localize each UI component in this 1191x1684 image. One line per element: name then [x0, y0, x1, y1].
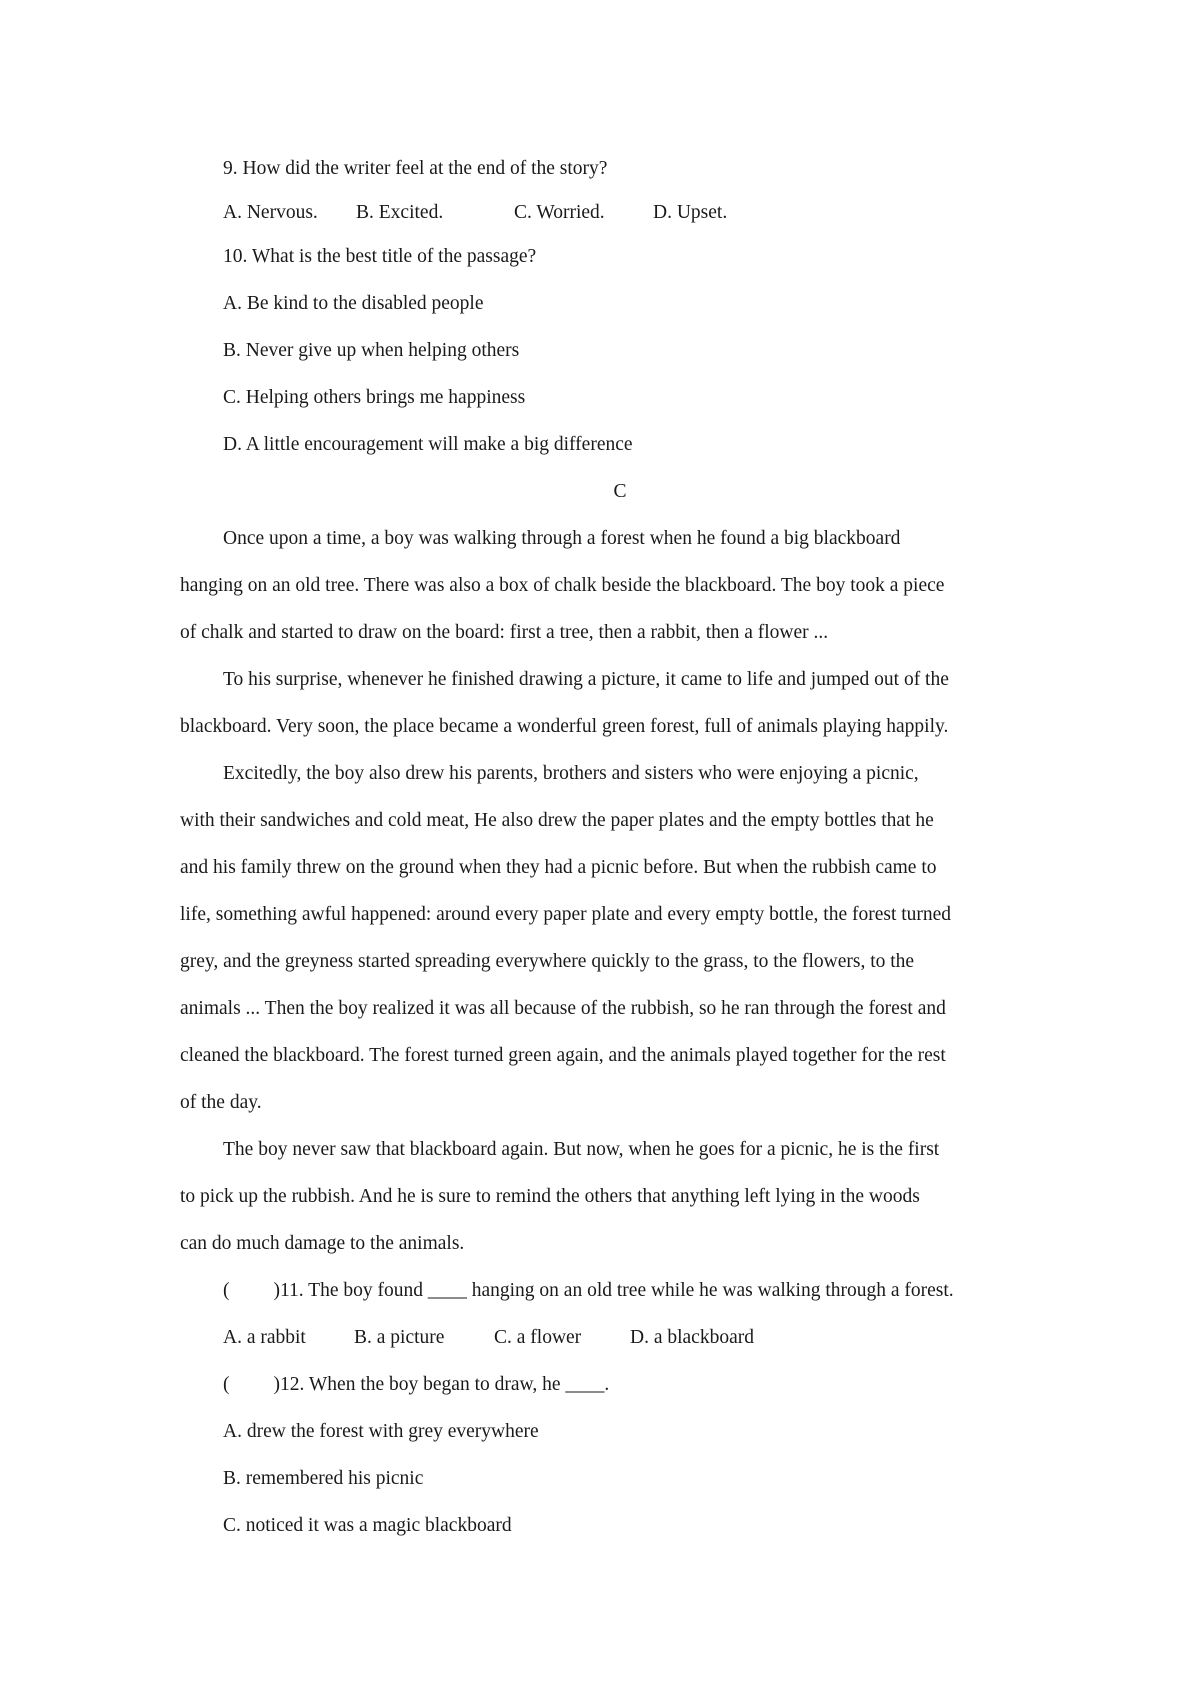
passage-line: of chalk and started to draw on the board: first a tree, then a rabbit, then a flower ...: [180, 622, 829, 643]
answer-bracket-open: (: [223, 1374, 230, 1395]
passage-line: Once upon a time, a boy was walking through a forest when he found a big blackboard: [223, 528, 901, 549]
option-d: D. a blackboard: [630, 1327, 754, 1348]
option-c: C. Worried.: [514, 202, 605, 223]
question-9-options: [223, 201, 727, 225]
question-10-option-d: D. A little encouragement will make a big difference: [223, 434, 633, 455]
question-12-text: )12. When the boy began to draw, he ____.: [273, 1374, 610, 1395]
passage-line: blackboard. Very soon, the place became a wonderful green forest, full of animals playing happily.: [180, 716, 949, 737]
question-12-option-c: C. noticed it was a magic blackboard: [223, 1515, 512, 1536]
passage-line: To his surprise, whenever he finished drawing a picture, it came to life and jumped out of the: [223, 669, 949, 690]
option-b: B. a picture: [354, 1327, 445, 1348]
passage-line: and his family threw on the ground when they had a picnic before. But when the rubbish came to: [180, 857, 937, 878]
question-10-option-c: C. Helping others brings me happiness: [223, 387, 526, 408]
passage-line: cleaned the blackboard. The forest turned green again, and the animals played together for the rest: [180, 1045, 946, 1066]
passage-line: Excitedly, the boy also drew his parents, brothers and sisters who were enjoying a picnic,: [223, 763, 919, 784]
question-10-option-a: A. Be kind to the disabled people: [223, 293, 484, 314]
question-11-text: )11. The boy found ____ hanging on an old tree while he was walking through a forest.: [273, 1280, 954, 1301]
passage-line: grey, and the greyness started spreading everywhere quickly to the grass, to the flowers, to the: [180, 951, 915, 972]
passage-line: of the day.: [180, 1092, 262, 1113]
section-label: C: [613, 481, 627, 502]
option-d: D. Upset.: [653, 202, 728, 223]
question-11-options: [223, 1326, 754, 1350]
question-12-stem: [223, 1373, 609, 1397]
question-12-option-a: A. drew the forest with grey everywhere: [223, 1421, 539, 1442]
option-a: A. Nervous.: [223, 202, 318, 223]
question-10-stem: 10. What is the best title of the passage?: [223, 246, 537, 267]
option-b: B. Excited.: [356, 202, 444, 223]
question-12-option-b: B. remembered his picnic: [223, 1468, 424, 1489]
question-11-stem: [223, 1279, 954, 1303]
answer-bracket-open: (: [223, 1280, 230, 1301]
passage-line: to pick up the rubbish. And he is sure to remind the others that anything left lying in the woods: [180, 1186, 920, 1207]
option-a: A. a rabbit: [223, 1327, 306, 1348]
passage-line: can do much damage to the animals.: [180, 1233, 465, 1254]
question-10-option-b: B. Never give up when helping others: [223, 340, 520, 361]
passage-line: animals ... Then the boy realized it was all because of the rubbish, so he ran through the forest and: [180, 998, 946, 1019]
question-9-stem: 9. How did the writer feel at the end of the story?: [223, 158, 608, 179]
passage-line: with their sandwiches and cold meat, He also drew the paper plates and the empty bottles that he: [180, 810, 934, 831]
passage-line: life, something awful happened: around every paper plate and every empty bottle, the forest turned: [180, 904, 952, 925]
passage-line: hanging on an old tree. There was also a box of chalk beside the blackboard. The boy took a piece: [180, 575, 945, 596]
passage-line: The boy never saw that blackboard again. But now, when he goes for a picnic, he is the first: [223, 1139, 940, 1160]
option-c: C. a flower: [494, 1327, 582, 1348]
